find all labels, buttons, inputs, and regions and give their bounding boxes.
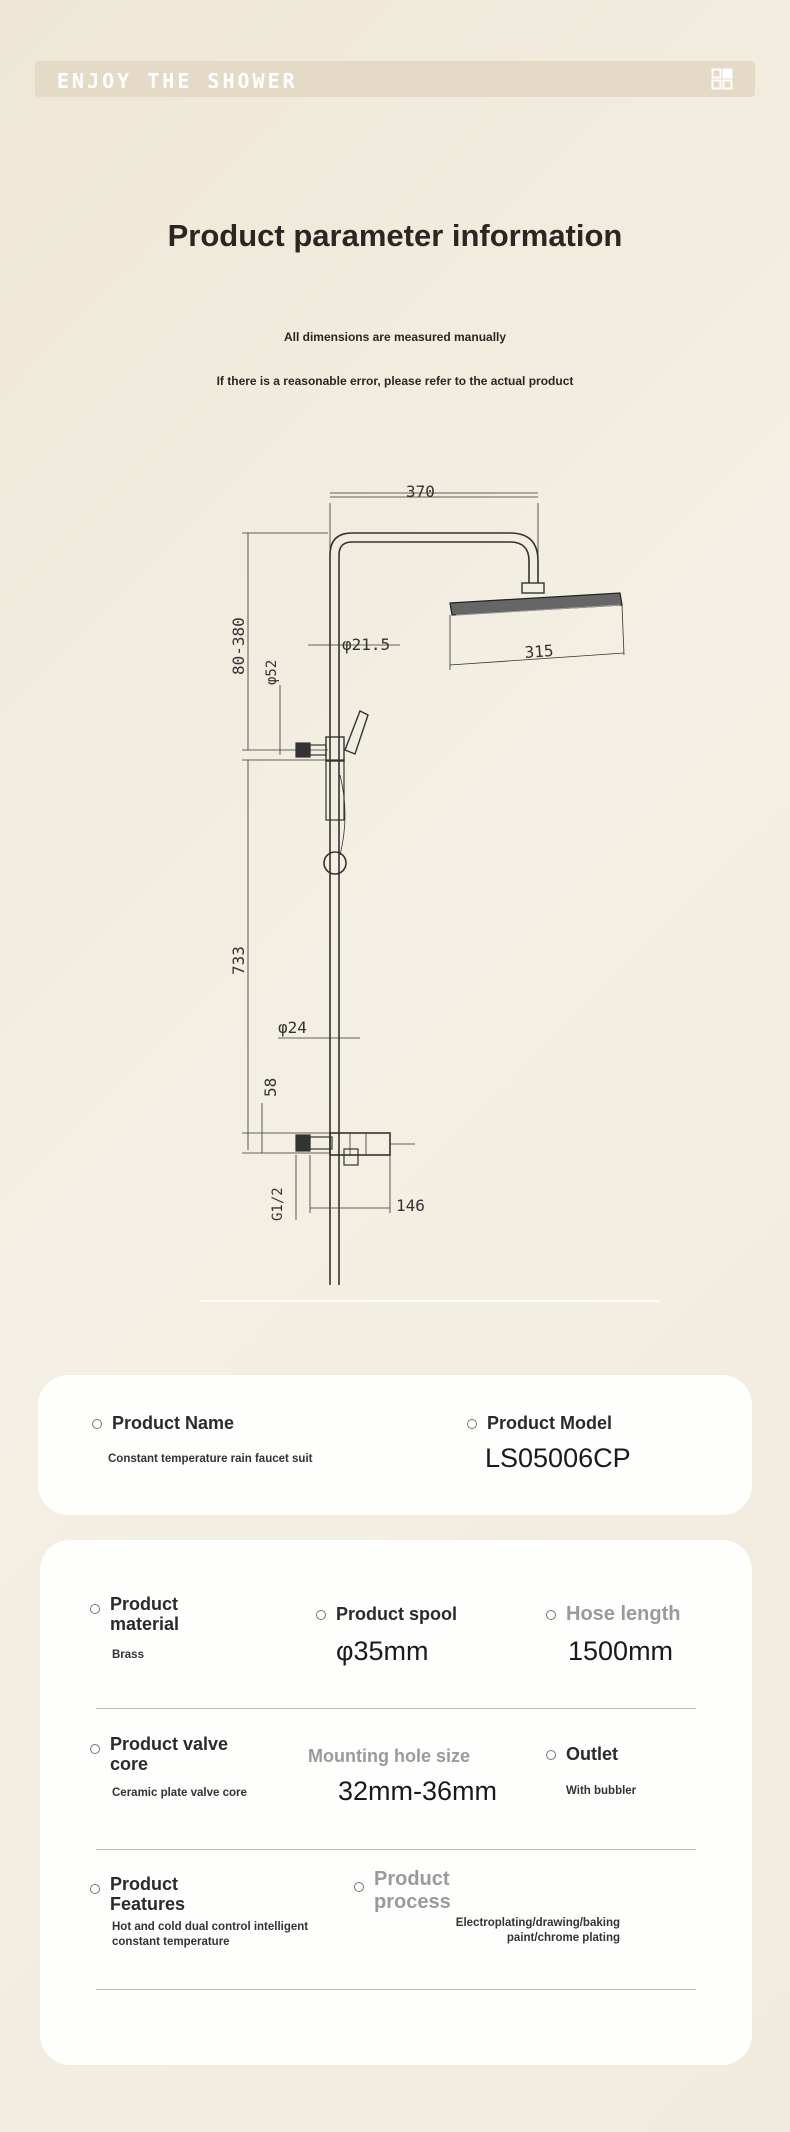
product-model-label: Product Model: [467, 1413, 612, 1433]
dim-733: 733: [229, 946, 248, 975]
product-model-value: LS05006CP: [485, 1443, 631, 1473]
shower-dimension-drawing: [200, 475, 660, 1305]
outlet-label: Outlet: [546, 1744, 618, 1764]
dim-d24: φ24: [278, 1018, 307, 1037]
dim-146: 146: [396, 1196, 425, 1215]
outlet-value: With bubbler: [566, 1785, 637, 1797]
divider: [96, 1849, 696, 1850]
bullet-circle-icon: [546, 1750, 556, 1760]
specs-card: [40, 1540, 752, 2065]
dim-58: 58: [261, 1077, 280, 1097]
divider: [96, 1989, 696, 1990]
hose-value: 1500mm: [568, 1636, 674, 1666]
dim-370: 370: [406, 482, 435, 501]
grid-icon[interactable]: [711, 68, 733, 90]
top-banner: [35, 61, 755, 97]
bullet-circle-icon: [316, 1610, 326, 1620]
page-title: Product parameter information: [167, 218, 623, 253]
bullet-circle-icon: [354, 1882, 364, 1892]
bullet-circle-icon: [467, 1419, 477, 1429]
material-value: Brass: [112, 1649, 144, 1661]
note-measured: All dimensions are measured manually: [283, 330, 507, 344]
note-error: If there is a reasonable error, please refer to the actual product: [216, 374, 574, 388]
mounting-hole-label: Mounting hole size: [308, 1746, 470, 1766]
spool-label: Product spool: [316, 1604, 457, 1624]
basic-info-card: [38, 1375, 752, 1515]
dim-d52: φ52: [264, 659, 280, 685]
dim-g12: G1/2: [270, 1187, 286, 1221]
features-value: Hot and cold dual control intelligent constant temperature: [112, 1921, 309, 1948]
hose-label: Hose length: [546, 1604, 680, 1624]
spool-value: φ35mm: [336, 1636, 429, 1666]
dim-315: 315: [523, 641, 555, 662]
bullet-circle-icon: [546, 1610, 556, 1620]
bullet-circle-icon: [90, 1744, 100, 1754]
banner-title: ENJOY THE SHOWER: [57, 69, 298, 93]
bullet-circle-icon: [90, 1884, 100, 1894]
dim-d21-5: φ21.5: [342, 635, 391, 654]
mounting-hole-value: 32mm-36mm: [338, 1776, 498, 1806]
material-label: Product material: [90, 1594, 179, 1634]
features-label: Product Features: [90, 1874, 185, 1914]
bullet-circle-icon: [90, 1604, 100, 1614]
process-label: Product process: [354, 1868, 451, 1914]
product-name-value: Constant temperature rain faucet suit: [108, 1453, 313, 1465]
divider: [96, 1708, 696, 1709]
product-name-label: Product Name: [92, 1413, 234, 1433]
valve-core-value: Ceramic plate valve core: [112, 1787, 247, 1799]
valve-core-label: Product valve core: [90, 1734, 228, 1774]
bullet-circle-icon: [92, 1419, 102, 1429]
process-value: Electroplating/drawing/baking paint/chrome plating: [455, 1917, 620, 1944]
dim-80-380: 80-380: [229, 617, 248, 675]
